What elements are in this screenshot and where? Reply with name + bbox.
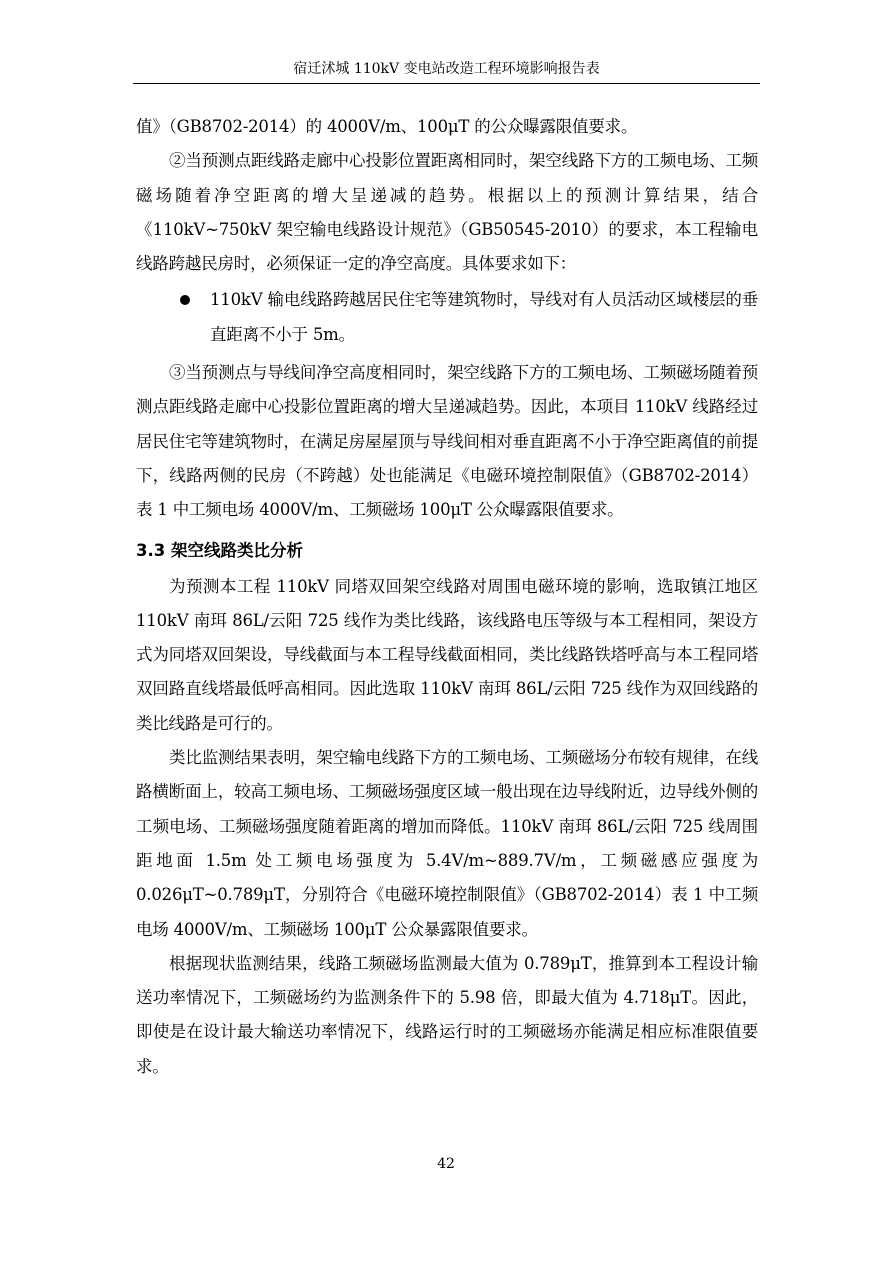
page-number: 42 [437,1156,455,1172]
header-divider [133,83,760,84]
page-header-title: 宿迁沭城 110kV 变电站改造工程环境影响报告表 [293,61,600,77]
section-paragraph-1: 为预测本工程 110kV 同塔双回架空线路对周围电磁环境的影响，选取镇江地区 110kV 南珥 86L/云阳 725 线作为类比线路，该线路电压等级与本工程相同，架设方式为同塔双回架设，导线截面与本工程导线截面相同，类比线路铁塔呼高与本工程同塔双回路直线塔最低呼高相同。因此选取 110kV 南珥 86L/云阳 725 线作为双回线路的类比线路是可行的。 [136,576,758,733]
bullet-text: 110kV 输电线路跨越居民住宅等建筑物时，导线对有人员活动区域楼层的垂直距离不小于 5m。 [210,290,758,344]
paragraph-item-2: ②当预测点距线路走廊中心投影位置距离相同时，架空线路下方的工频电场、工频磁场随着净空距离的增大呈递减的趋势。根据以上的预测计算结果，结合《110kV~750kV 架空输电线路设计规范》（GB50545-2010）的要求，本工程输电线路跨越民房时，必须保证一定的净空高度。具体要求如下： [136,151,758,274]
paragraph-item-3: ③当预测点与导线间净空高度相同时，架空线路下方的工频电场、工频磁场随着预测点距线路走廊中心投影位置距离的增大呈递减趋势。因此，本项目 110kV 线路经过居民住宅等建筑物时，在满足房屋屋顶与导线间相对垂直距离不小于净空距离值的前提下，线路两侧的民房（不跨越）处也能满足《电磁环境控制限值》（GB8702-2014）表 1 中工频电场 4000V/m、工频磁场 100μT 公众曝露限值要求。 [136,363,758,520]
paragraph-continuation: 值》（GB8702-2014）的 4000V/m、100μT 的公众曝露限值要求。 [136,117,638,136]
bullet-dot-icon [180,295,190,305]
document-body [136,110,758,1084]
section-paragraph-2: 类比监测结果表明，架空输电线路下方的工频电场、工频磁场分布较有规律，在线路横断面上，较高工频电场、工频磁场强度区域一般出现在边导线附近，边导线外侧的工频电场、工频磁场强度随着距离的增加而降低。110kV 南珥 86L/云阳 725 线周围距地面 1.5m 处工频电场强度为 5.4V/m~889.7V/m，工频磁感应强度为 0.026μT~0.789μT，分别符合《电磁环境控制限值》（GB8702-2014）表 1 中工频电场 4000V/m、工频磁场 100μT 公众暴露限值要求。 [136,748,758,939]
section-paragraph-3: 根据现状监测结果，线路工频磁场监测最大值为 0.789μT，推算到本工程设计输送功率情况下，工频磁场约为监测条件下的 5.98 倍，即最大值为 4.718μT。因此，即使是在设计最大输送功率情况下，线路运行时的工频磁场亦能满足相应标准限值要求。 [136,953,758,1076]
bullet-item [136,283,758,352]
section-heading: 3.3 架空线路类比分析 [136,540,303,560]
